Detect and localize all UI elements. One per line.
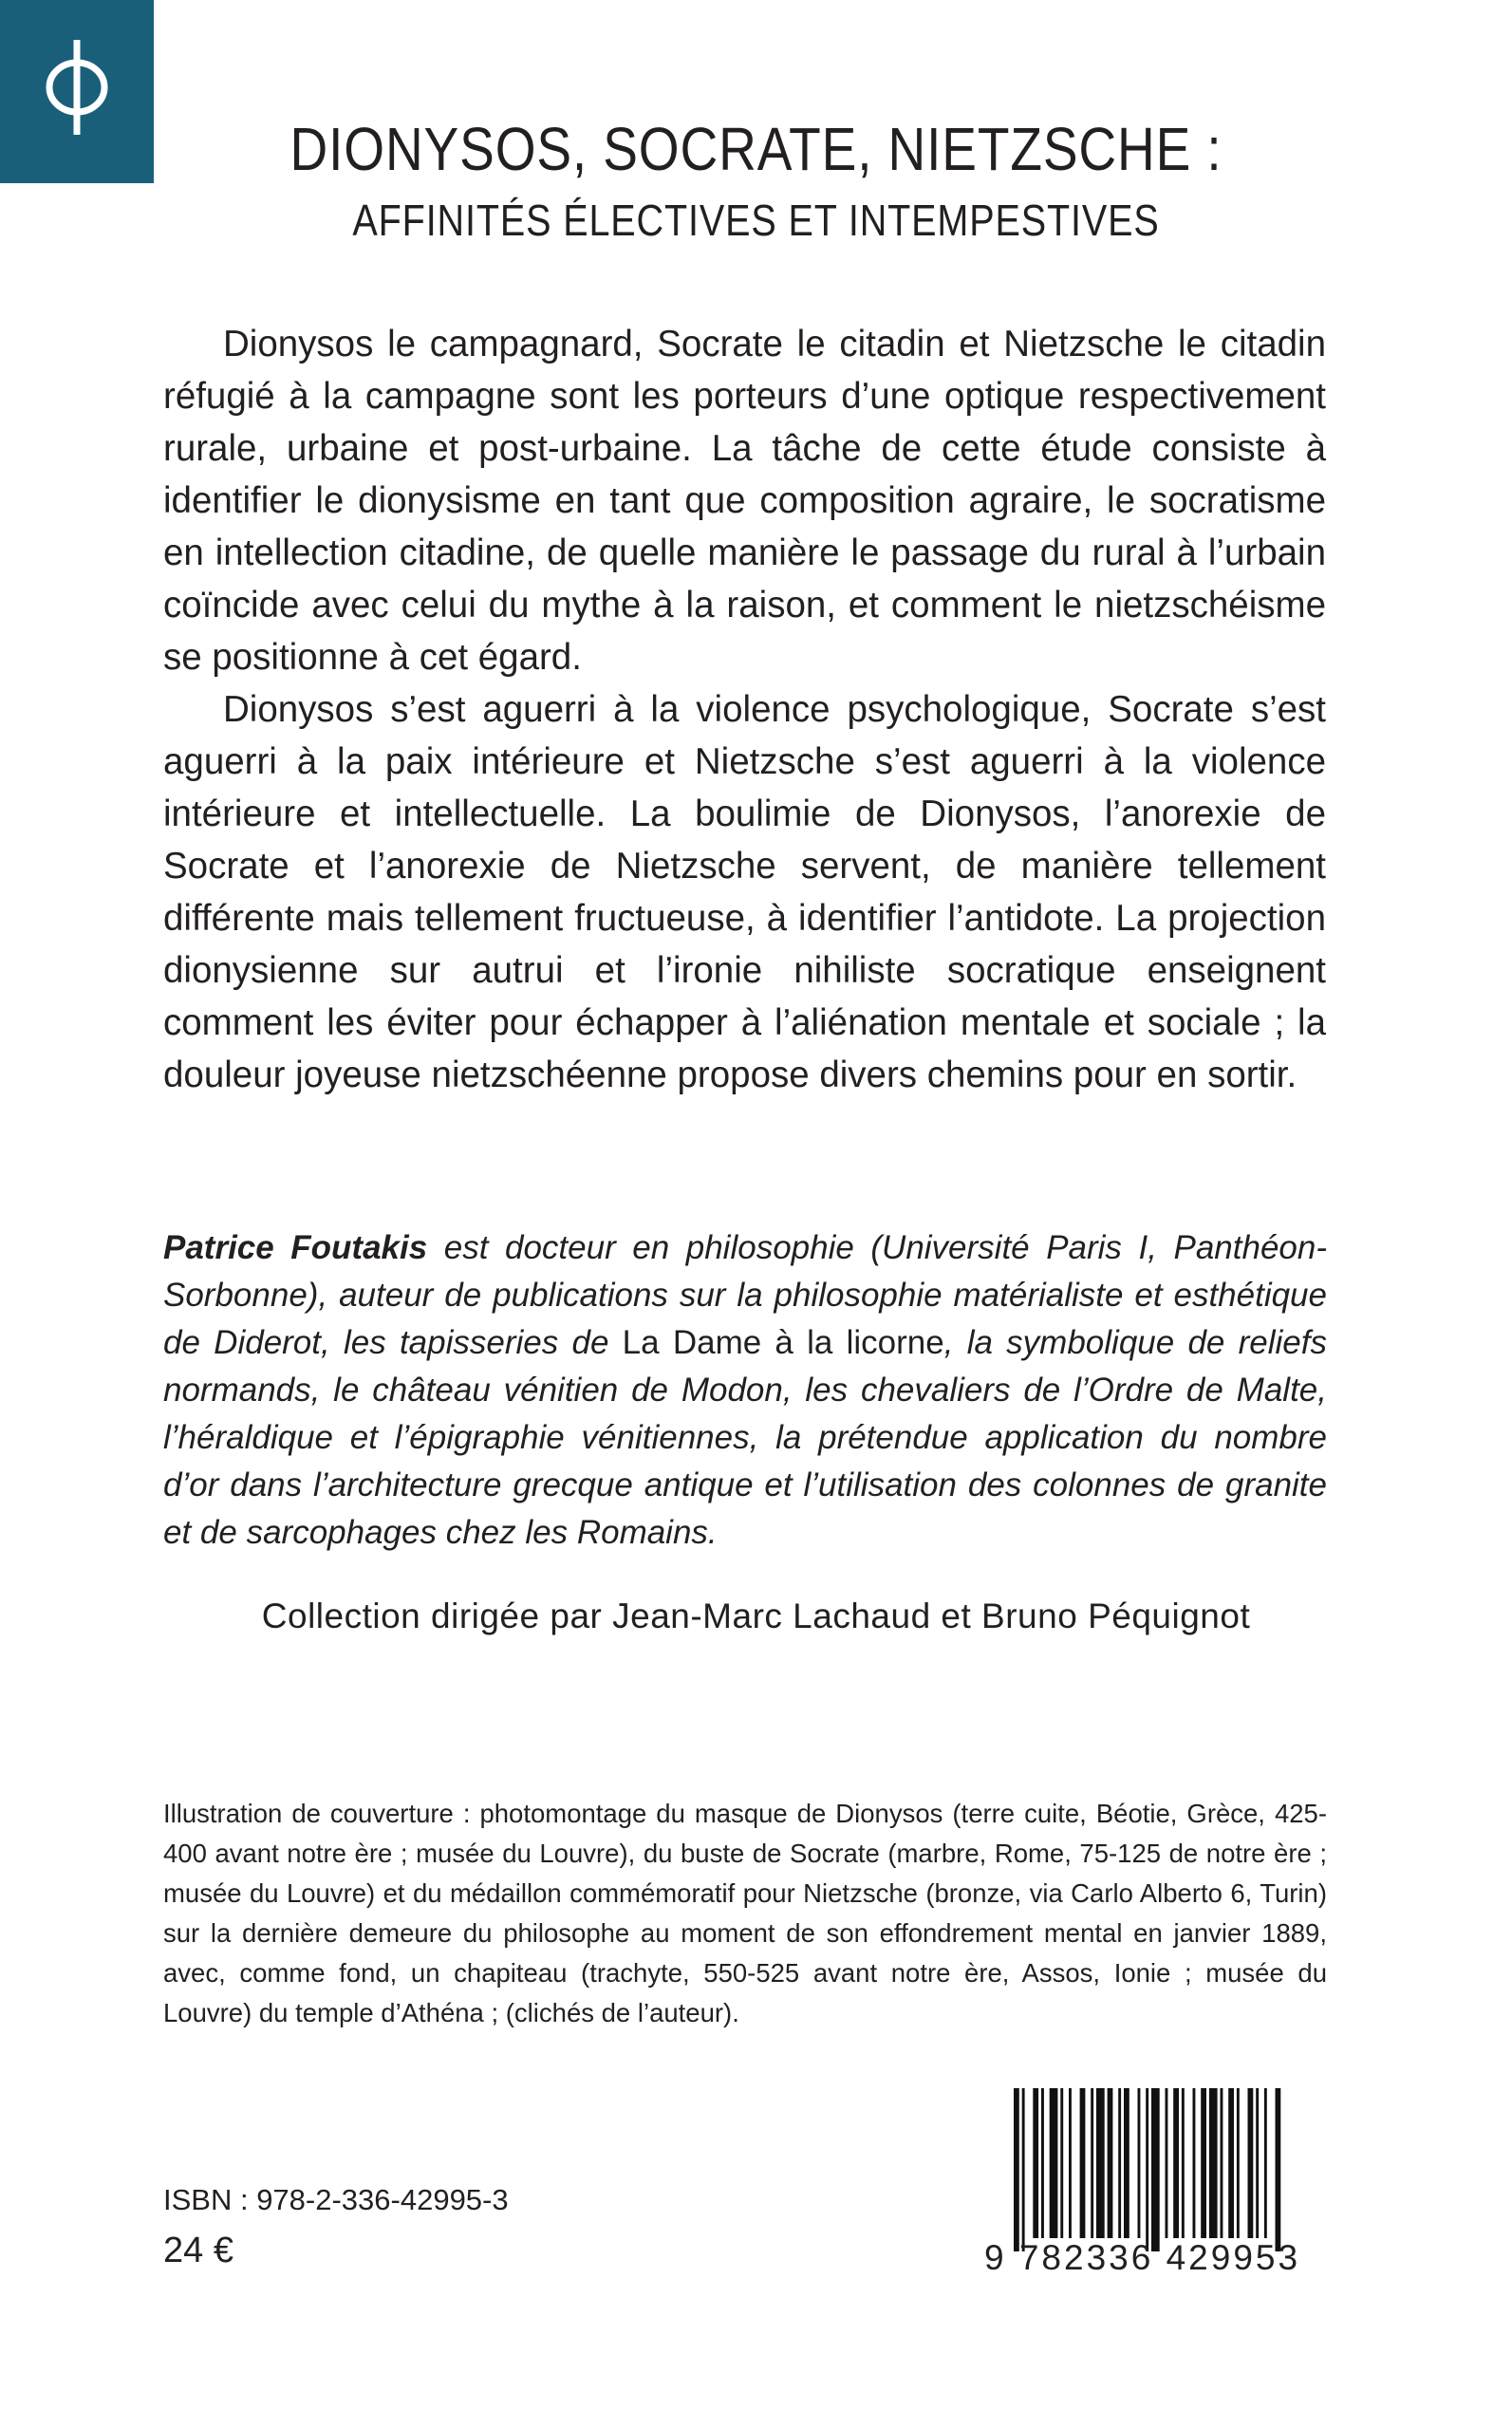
barcode-digits: 9 782336 429953 xyxy=(984,2238,1301,2277)
barcode-bar xyxy=(1138,2088,1141,2238)
author-bio-text: , la symbolique de reliefs normands, le château vénitien de Modon, les chevaliers de l’Ordre de Malte, l’héraldique et l’épigraphie vénitiennes, la prétendue application du nombre d’or dans l’architecture grecque antique et l’utilisation des colonnes de granite et de sarcophages chez les Romains. xyxy=(163,1324,1327,1551)
barcode-bar xyxy=(1022,2088,1025,2251)
cover-illustration-credit: Illustration de couverture : photomontage du masque de Dionysos (terre cuite, Béotie, Grèce, 425-400 avant notre ère ; musée du Louvre), du buste de Socrate (marbre, Rome, 75-125 de notre ère ; musée du Louvre) et du médaillon commémoratif pour Nietzsche (bronze, via Carlo Alberto 6, Turin) sur la dernière demeure du philosophe au moment de son effondrement mental en janvier 1889, avec, comme fond, un chapiteau (trachyte, 550-525 avant notre ère, Assos, Ionie ; musée du Louvre) du temple d’Athéna ; (clichés de l’auteur). xyxy=(163,1799,1327,2027)
barcode-bar xyxy=(1256,2088,1259,2238)
collection-credit: Collection dirigée par Jean-Marc Lachaud et Bruno Péquignot xyxy=(261,1597,1251,1635)
barcode-icon xyxy=(1014,2088,1336,2251)
summary-paragraph: Dionysos le campagnard, Socrate le citadin et Nietzsche le citadin réfugié à la campagne sont les porteurs d’une optique respectivement rurale, urbaine et post-urbaine. La tâche de cette étude consiste à identifier le dionysisme en tant que composition agraire, le socratisme en intellection citadine, de quelle manière le passage du rural à l’urbain coïncide avec celui du mythe à la raison, et comment le nietzschéisme se positionne à cet égard. xyxy=(163,324,1326,678)
isbn: ISBN : 978-2-336-42995-3 xyxy=(163,2183,509,2216)
author-bio xyxy=(163,1224,1327,1557)
author-bio-work-title: La Dame à la licorne xyxy=(622,1324,944,1361)
book-subtitle: AFFINITÉS ÉLECTIVES ET INTEMPESTIVES xyxy=(352,196,1160,245)
barcode-bar xyxy=(1118,2088,1121,2238)
barcode-bar xyxy=(1033,2088,1038,2238)
barcode-bar xyxy=(1146,2088,1148,2251)
summary-paragraph: Dionysos s’est aguerri à la violence psychologique, Socrate s’est aguerri à la paix intérieure et Nietzsche s’est aguerri à la violence intérieure et intellectuelle. La boulimie de Dionysos, l’anorexie de Socrate et l’anorexie de Nietzsche servent, de manière tellement différente mais tellement fructueuse, à identifier l’antidote. La projection dionysienne sur autrui et l’ironie nihiliste socratique enseignent comment les éviter pour échapper à l’aliénation mentale et sociale ; la douleur joyeuse nietzschéenne propose divers chemins pour en sortir. xyxy=(163,689,1326,1095)
barcode-bar xyxy=(1091,2088,1093,2238)
barcode-bar xyxy=(1069,2088,1072,2238)
barcode-bar xyxy=(1173,2088,1179,2238)
barcode-bar xyxy=(1237,2088,1240,2238)
barcode-bar xyxy=(1221,2088,1223,2238)
barcode-bar xyxy=(1108,2088,1113,2238)
barcode-bar xyxy=(1228,2088,1234,2238)
barcode-bar xyxy=(1014,2088,1019,2251)
barcode-bar xyxy=(1060,2088,1063,2238)
author-name: Patrice Foutakis xyxy=(163,1229,428,1266)
barcode-bar xyxy=(1050,2088,1058,2238)
barcode-bar xyxy=(1209,2088,1218,2238)
barcode-bar xyxy=(1201,2088,1206,2238)
barcode-bar xyxy=(1193,2088,1196,2238)
barcode-bar xyxy=(1151,2088,1160,2251)
barcode-bar xyxy=(1264,2088,1267,2238)
price: 24 € xyxy=(163,2231,233,2270)
barcode-bar xyxy=(1096,2088,1105,2238)
barcode-bar xyxy=(1248,2088,1254,2238)
barcode-bar xyxy=(1124,2088,1129,2238)
barcode-bar xyxy=(1041,2088,1044,2238)
barcode-bar xyxy=(1276,2088,1281,2251)
barcode-bar xyxy=(1080,2088,1086,2238)
barcode-bar xyxy=(1182,2088,1185,2238)
book-title: DIONYSOS, SOCRATE, NIETZSCHE : xyxy=(289,115,1223,183)
author-bio-text: est docteur en philosophie (Université Paris I, Panthéon-Sorbonne), auteur de publications sur la philosophie matérialiste et esthétique de Diderot, les tapisseries de xyxy=(163,1229,1327,1361)
barcode-bar xyxy=(1166,2088,1168,2238)
summary-text xyxy=(163,318,1326,1101)
